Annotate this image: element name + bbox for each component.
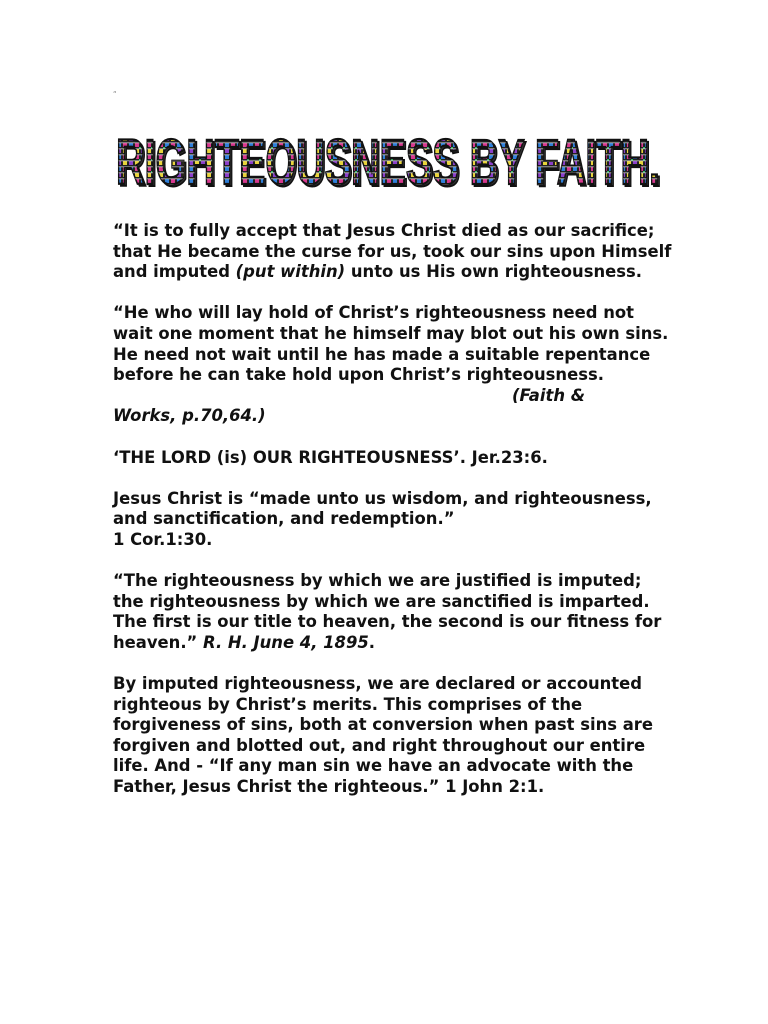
paragraph-6: By imputed righteousness, we are declared or accounted righteous by Christ’s merits. This comprises of the forgiveness of sins, both at conversion when past sins are forgiven and blotted out, and right throughout our entire life. And - “If any man sin we have an advocate with the Father, Jesus Christ the righteous.” 1 John 2:1.	[113, 674, 653, 797]
corner-mark: “	[113, 90, 117, 98]
wordart-title-svg	[110, 118, 666, 196]
paragraph-2-text: “He who will lay hold of Christ’s righteousness need not wait one moment that he himself may blot out his own sins. He need not wait until he has made a suitable repentance before he can take hold upon Christ’s righteousness.	[113, 303, 669, 385]
paragraph-4	[113, 489, 673, 551]
spacer	[113, 283, 673, 304]
paragraph-4-text: Jesus Christ is “made unto us wisdom, and righteousness, and sanctification, and redemption.”	[113, 488, 652, 529]
paragraph-1-text-end: unto us His own righteousness.	[345, 262, 642, 282]
document-body	[113, 221, 673, 798]
paragraph-1	[113, 221, 673, 283]
spacer	[113, 551, 673, 572]
paragraph-1-italic: (put within)	[235, 262, 346, 282]
title-shadow-text: RIGHTEOUSNESS BY FAITH.	[118, 128, 662, 196]
title-text-overlay: RIGHTEOUSNESS BY FAITH.	[116, 126, 660, 196]
title-text: RIGHTEOUSNESS BY FAITH.	[116, 126, 660, 196]
paragraph-1-text: “It is to fully accept that Jesus Christ died as our sacrifice; that He became the curse for us, took our sins upon Himself and imputed	[113, 221, 672, 282]
paragraph-3: ‘THE LORD (is) OUR RIGHTEOUSNESS’. Jer.23:6.	[113, 447, 548, 467]
paragraph-5-end: .	[368, 632, 375, 652]
citation-faith-works-1: (Faith &	[512, 385, 585, 405]
paragraph-5	[113, 571, 673, 653]
paragraph-5-text: “The righteousness by which we are justified is imputed; the righteousness by which we are sanctified is imparted. The first is our title to heaven, the second is our fitness for heaven.”	[113, 571, 662, 652]
spacer	[113, 653, 673, 674]
citation-faith-works-2: Works, p.70,64.)	[113, 406, 266, 426]
paragraph-5-citation: R. H. June 4, 1895	[203, 632, 369, 652]
spacer	[113, 427, 673, 448]
paragraph-4-ref: 1 Cor.1:30.	[113, 529, 213, 549]
spacer	[113, 468, 673, 489]
paragraph-2	[113, 303, 673, 427]
wordart-title	[110, 118, 666, 196]
